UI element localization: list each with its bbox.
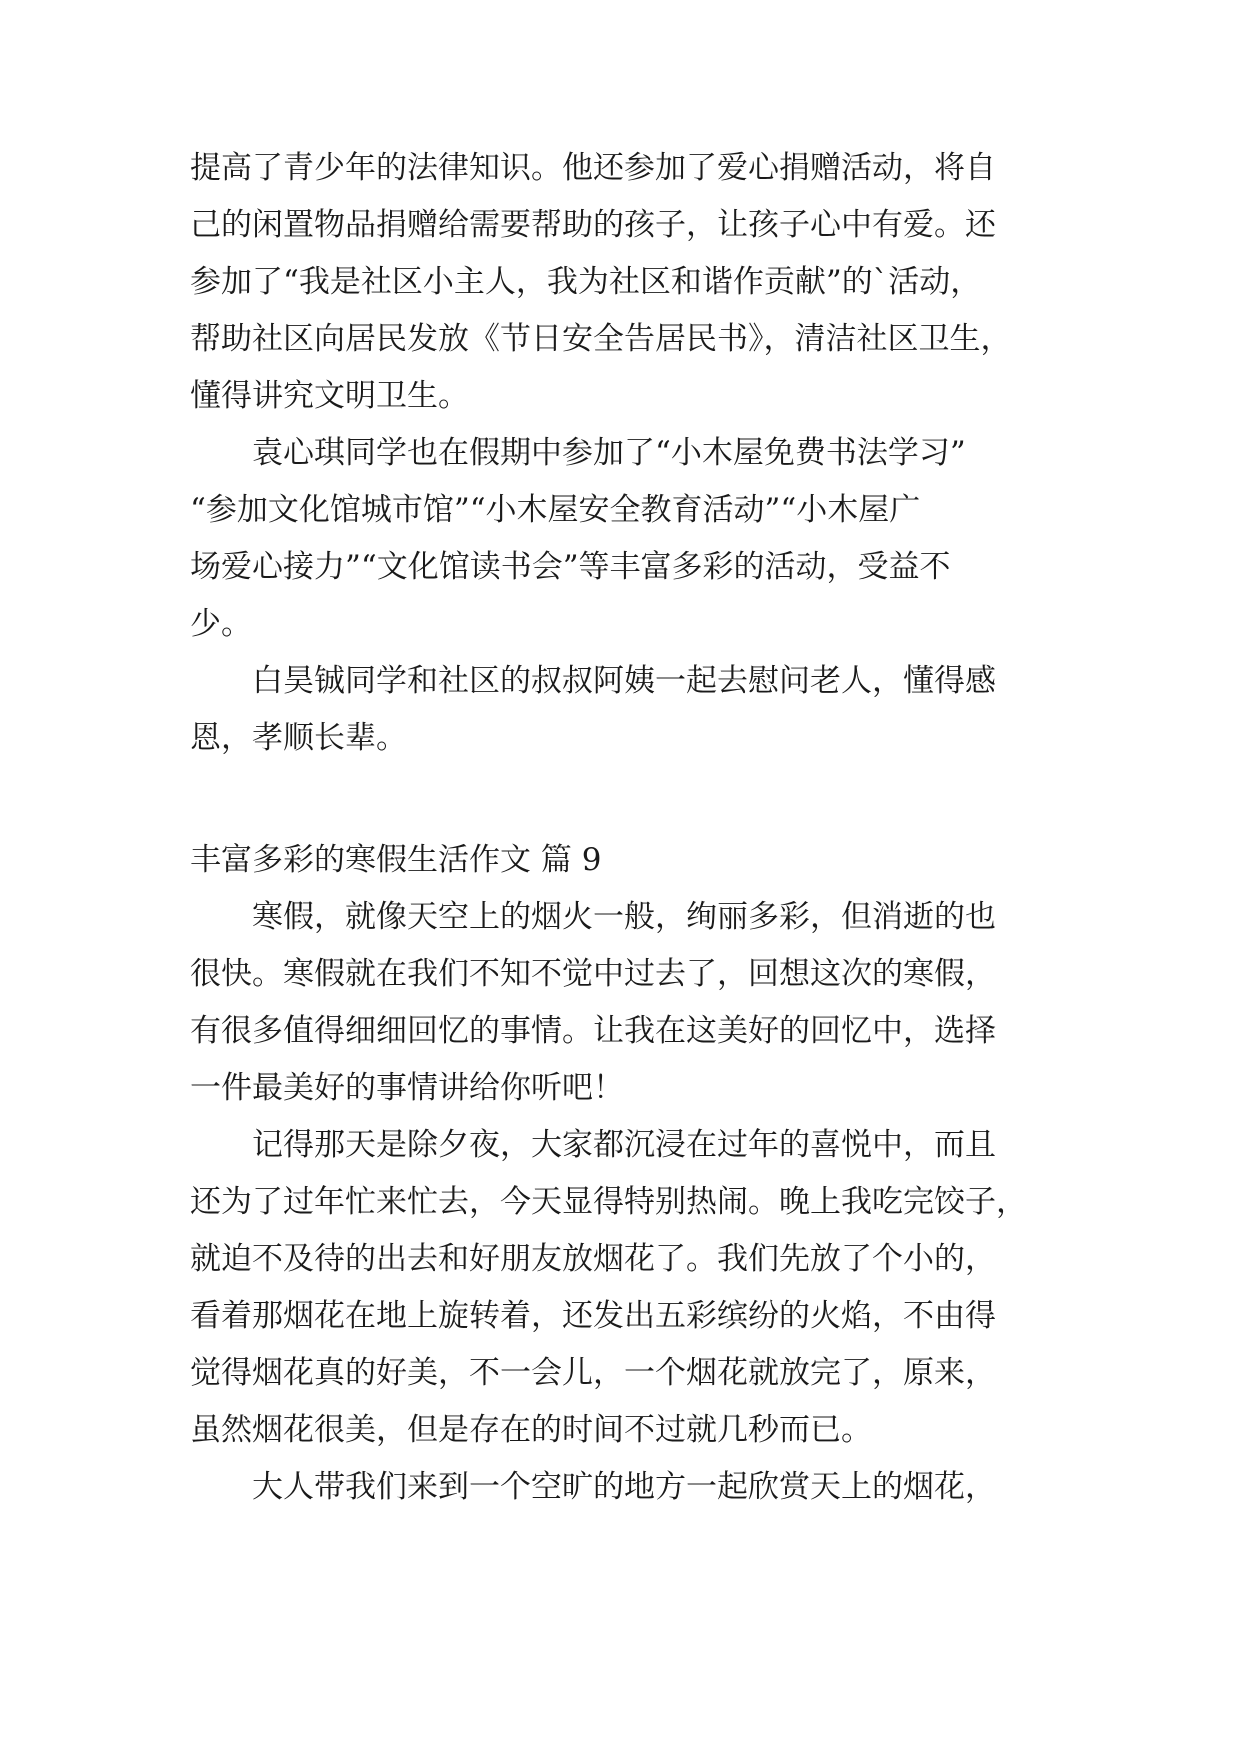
text-line: 白昊铖同学和社区的叔叔阿姨一起去慰问老人，懂得感 xyxy=(252,663,996,699)
text-line: 己的闲置物品捐赠给需要帮助的孩子，让孩子心中有爱。还 xyxy=(190,207,996,243)
section-heading: 丰富多彩的寒假生活作文 篇 9 xyxy=(190,842,602,878)
text-line: 少。 xyxy=(190,606,252,642)
text-line: 很快。寒假就在我们不知不觉中过去了，回想这次的寒假， xyxy=(190,956,996,992)
text-line: 看着那烟花在地上旋转着，还发出五彩缤纷的火焰，不由得 xyxy=(190,1298,996,1334)
text-line: 袁心琪同学也在假期中参加了“小木屋免费书法学习” xyxy=(252,435,966,471)
text-line: 觉得烟花真的好美，不一会儿，一个烟花就放完了，原来， xyxy=(190,1355,996,1391)
text-line: 就迫不及待的出去和好朋友放烟花了。我们先放了个小的， xyxy=(190,1241,996,1277)
text-line: 虽然烟花很美，但是存在的时间不过就几秒而已。 xyxy=(190,1412,872,1448)
text-line: “参加文化馆城市馆”“小木屋安全教育活动”“小木屋广 xyxy=(190,492,921,528)
text-line: 记得那天是除夕夜，大家都沉浸在过年的喜悦中，而且 xyxy=(252,1127,996,1163)
text-line: 一件最美好的事情讲给你听吧！ xyxy=(190,1070,624,1106)
text-line: 恩，孝顺长辈。 xyxy=(190,720,407,756)
text-line: 还为了过年忙来忙去，今天显得特别热闹。晚上我吃完饺子， xyxy=(190,1184,1027,1220)
text-line: 参加了“我是社区小主人，我为社区和谐作贡献”的`活动， xyxy=(190,264,982,300)
text-line: 寒假，就像天空上的烟火一般，绚丽多彩，但消逝的也 xyxy=(252,899,996,935)
text-line: 场爱心接力”“文化馆读书会”等丰富多彩的活动，受益不 xyxy=(190,549,951,585)
text-line: 帮助社区向居民发放《节日安全告居民书》，清洁社区卫生， xyxy=(190,321,1012,357)
text-line: 懂得讲究文明卫生。 xyxy=(190,378,469,414)
text-line: 提高了青少年的法律知识。他还参加了爱心捐赠活动，将自 xyxy=(190,150,996,186)
text-line: 有很多值得细细回忆的事情。让我在这美好的回忆中，选择 xyxy=(190,1013,996,1049)
text-line: 大人带我们来到一个空旷的地方一起欣赏天上的烟花， xyxy=(252,1469,996,1505)
